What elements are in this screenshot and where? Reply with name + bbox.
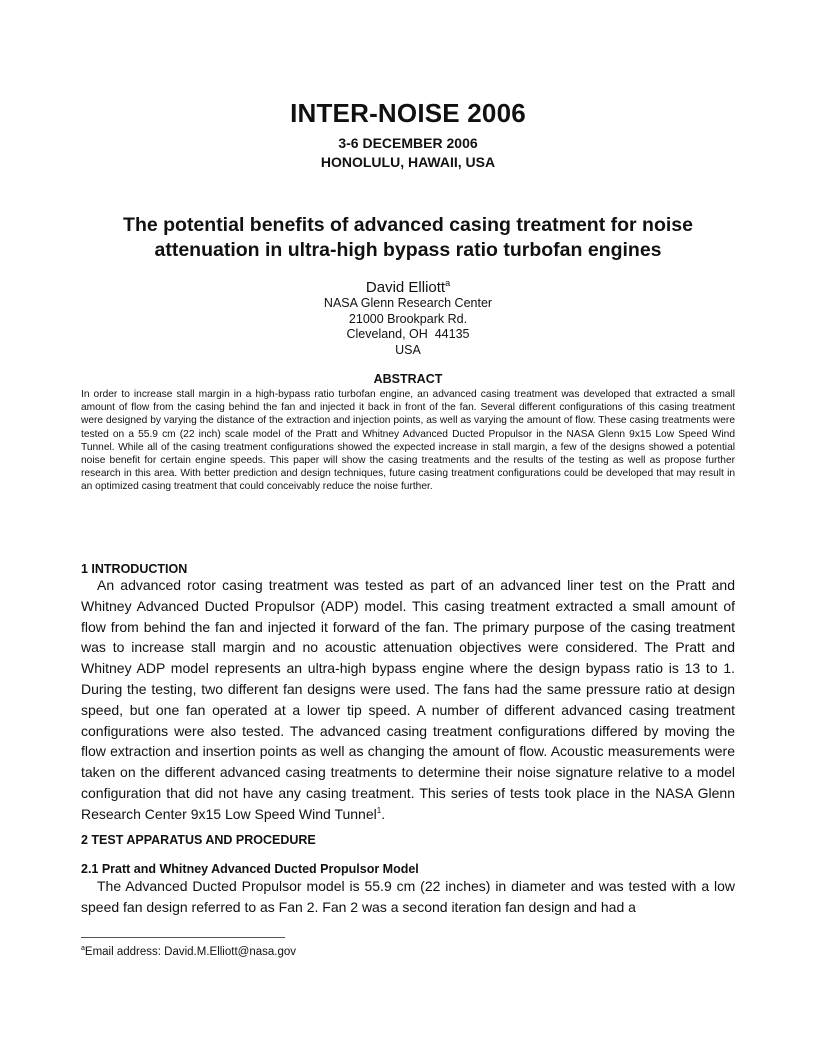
author-name: David Elliott [365,279,446,296]
abstract-text: In order to increase stall margin in a high-bypass ratio turbofan engine, an advanced casing treatment was developed that extracted a small amount of flow from the casing behind the fan and injected it back in front of the fan. Several different configurations of this casing treatment were designed by varying the distance of the extraction and injection points, as well as varying the amount of flow. These casing treatments were tested on a 55.9 cm (22 inch) scale model of the Pratt and Whitney Advanced Ducted Propulsor in the NASA Glenn 9x15 Low Speed Wind Tunnel. While all of the casing treatment configurations showed the expected increase in stall margin, a few of the designs showed a potential noise benefit for certain engine speeds. This paper will show the casing treatments and the results of the testing as well as propose further research in this area. With better prediction and design techniques, future casing treatment configurations could be developed that may result in an optimized casing treatment that could conceivably reduce the noise further. [81,389,735,493]
section-heading-introduction: 1 INTRODUCTION [81,562,188,576]
abstract-heading: ABSTRACT [373,372,443,386]
reference-mark: 1 [376,805,382,815]
footnote-divider [81,937,285,938]
conference-dates: 3-6 DECEMBER 2006 [338,135,478,151]
conference-title: INTER-NOISE 2006 [290,98,526,128]
author-affiliation [0,296,816,358]
affiliation-line: 21000 Brookpark Rd. [348,311,468,326]
footnote-text: Email address: David.M.Elliott@nasa.gov [84,946,296,958]
conference-location: HONOLULU, HAWAII, USA [320,154,496,170]
author-footnote-mark: a [445,278,451,288]
footnote [81,945,296,958]
subsection-text: The Advanced Ducted Propulsor model is 55.9 cm (22 inches) in diameter and was tested with a low speed fan design referred to as Fan 2. Fan 2 was a second iteration fan design and had a [81,878,735,915]
paper-title: The potential benefits of advanced casing treatment for noise attenuation in ultra-high bypass ratio turbofan engines [123,214,693,261]
section-heading-test-apparatus: 2 TEST APPARATUS AND PROCEDURE [81,833,316,847]
affiliation-line: USA [395,342,421,357]
affiliation-line: NASA Glenn Research Center [323,296,493,310]
affiliation-line: Cleveland, OH 44135 [346,327,470,341]
author-line [0,278,816,296]
subsection-heading: 2.1 Pratt and Whitney Advanced Ducted Propulsor Model [81,862,419,876]
subsection-paragraph [81,876,735,918]
introduction-text: An advanced rotor casing treatment was tested as part of an advanced liner test on the Pratt and Whitney Advanced Ducted Propulsor (ADP) model. This casing treatment extracted a small amount of flow from behind the fan and injected it forward of the fan. The primary purpose of the casing treatment was to increase stall margin and no acoustic attenuation objectives were considered. The Pratt and Whitney ADP model represents an ultra-high bypass engine where the design bypass ratio is 13 to 1. During the testing, two different fan designs were used. The fans had the same pressure ratio at design speed, but one fan operated at a lower tip speed. A number of different advanced casing treatment configurations were also tested. The advanced casing treatment configurations differed by moving the flow extraction and insertion points as well as changing the amount of flow. Acoustic measurements were taken on the different advanced casing treatments to determine their noise signature relative to a model configuration that did not have any casing treatment. This series of tests took place in the NASA Glenn Research Center 9x15 Low Speed Wind Tunnel [81,577,735,822]
introduction-paragraph: An advanced rotor casing treatment was tested as part of an advanced liner test on the Pratt and Whitney Advanced Ducted Propulsor (ADP) model. This casing treatment extracted a small amount of flow from behind the fan and injected it forward of the fan. The primary purpose of the casing treatment was to increase stall margin and no acoustic attenuation objectives were considered. The Pratt and Whitney ADP model represents an ultra-high bypass engine where the design bypass ratio is 13 to 1. During the testing, two different fan designs were used. The fans had the same pressure ratio at design speed, but one fan operated at a lower tip speed. A number of different advanced casing treatment configurations were also tested. The advanced casing treatment configurations differed by moving the flow extraction and insertion points as well as changing the amount of flow. Acoustic measurements were taken on the different advanced casing treatments to determine their noise signature relative to a model configuration that did not have any casing treatment. This series of tests took place in the NASA Glenn Research Center 9x15 Low Speed Wind Tunnel$^1$. [81,577,735,822]
footnote-mark: a [81,945,85,952]
